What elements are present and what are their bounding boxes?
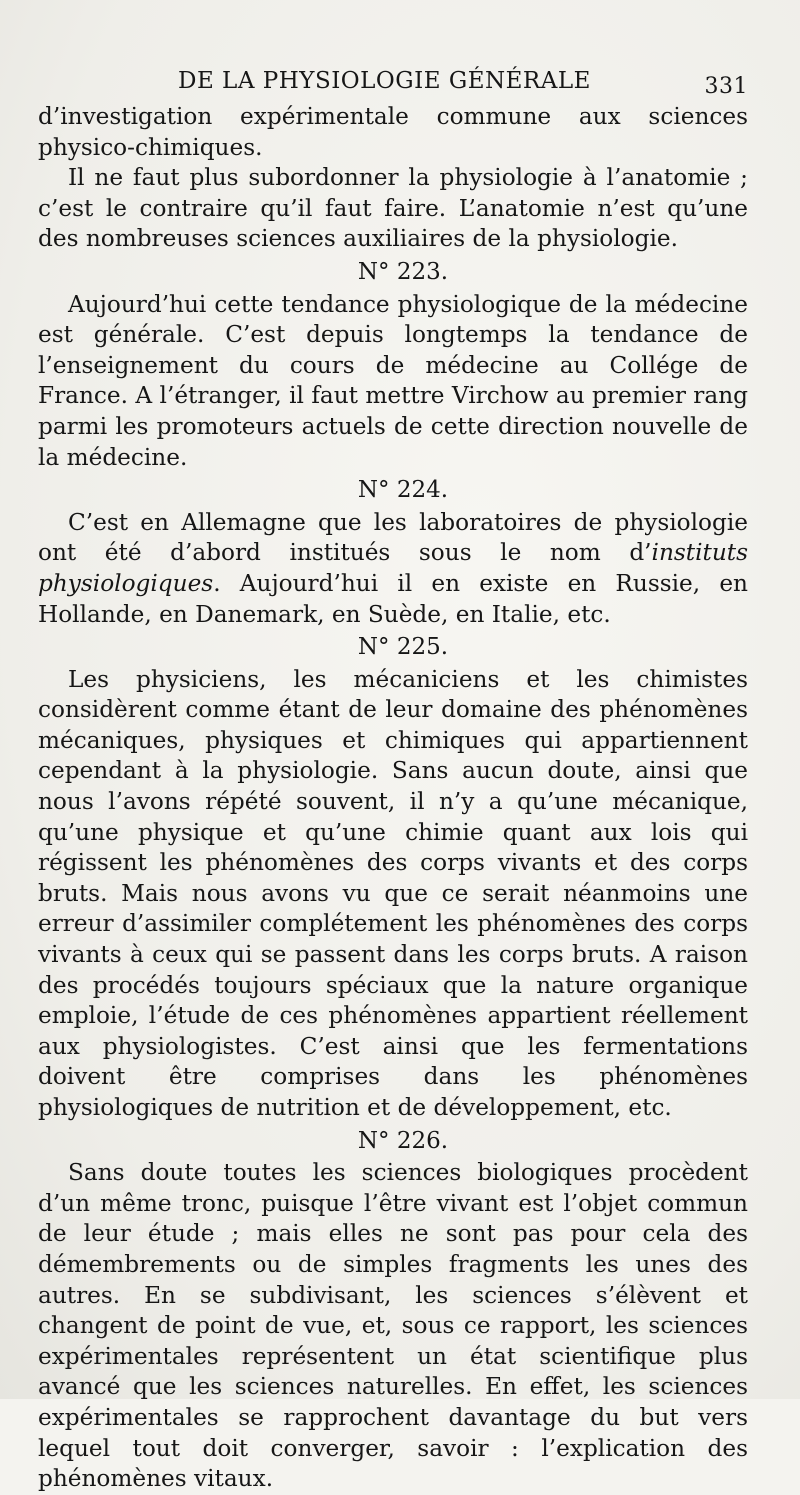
paragraph-continuation: d’investigation expérimentale commune aux sciences physico-chimiques. — [38, 103, 748, 161]
paragraph: Aujourd’hui cette tendance physiologique de la médecine est générale. C’est depuis longtemps la tendance de l’enseignement du cours de médecine au Collége de France. A l’étranger, il faut mettre Virchow au premier rang parmi les promoteurs actuels de cette direction nouvelle de la médecine. — [38, 290, 748, 471]
running-title: DE LA PHYSIOLOGIE GÉNÉRALE — [178, 68, 591, 94]
italic-term: instituts physiologiques — [38, 539, 748, 597]
paragraph: Sans doute toutes les sciences biologiques procèdent d’un même tronc, puisque l’être vivant est l’objet commun de leur étude ; mais elles ne sont pas pour cela des démembrements ou de simples fragments les unes des autres. En se subdivisant, les sciences s’élèvent et changent de point de vue, et, sous ce rapport, les sciences expérimentales représentent un état scientifique plus avancé que les sciences naturelles. En effet, les sciences expérimentales se rapprochent davantage du but vers lequel tout doit converger, savoir : l’explication des phénomènes vitaux. — [38, 1159, 748, 1493]
page-number: 331 — [704, 74, 748, 99]
running-head — [38, 62, 748, 102]
page-body — [38, 102, 748, 1495]
section-number-226: N° 226. — [357, 1127, 449, 1154]
text-run: C’est en Allemagne que les laboratoires de physiologie ont été d’abord institués sous le nom d’ — [38, 508, 748, 567]
section-number-225: N° 225. — [357, 634, 449, 661]
section-number-224: N° 224. — [357, 477, 449, 504]
text-run: . Aujourd’hui il en existe en Russie, en Hollande, en Danemark, en Suède, en Italie, etc. — [38, 569, 748, 628]
section-number-223: N° 223. — [357, 258, 449, 285]
paragraph: Les physiciens, les mécaniciens et les chimistes considèrent comme étant de leur domaine des phénomènes mécaniques, physiques et chimiques qui appartiennent cependant à la physiologie. Sans aucun doute, ainsi que nous l’avons répété souvent, il n’y a qu’une mécanique, qu’une physique et qu’une chimie quant aux lois qui régissent les phénomènes des corps vivants et des corps bruts. Mais nous avons vu que ce serait néanmoins une erreur d’assimiler complétement les phénomènes des corps vivants à ceux qui se passent dans les corps bruts. A raison des procédés toujours spéciaux que la nature organique emploie, l’étude de ces phénomènes appartient réellement aux physiologistes. C’est ainsi que les fermentations doivent être comprises dans les phénomènes physiologiques de nutrition et de développement, etc. — [38, 665, 748, 1121]
paragraph: Il ne faut plus subordonner la physiologie à l’anatomie ; c’est le contraire qu’il faut faire. L’anatomie n’est qu’une des nombreuses sciences auxiliaires de la physiologie. — [38, 164, 748, 253]
paragraph — [38, 508, 748, 630]
